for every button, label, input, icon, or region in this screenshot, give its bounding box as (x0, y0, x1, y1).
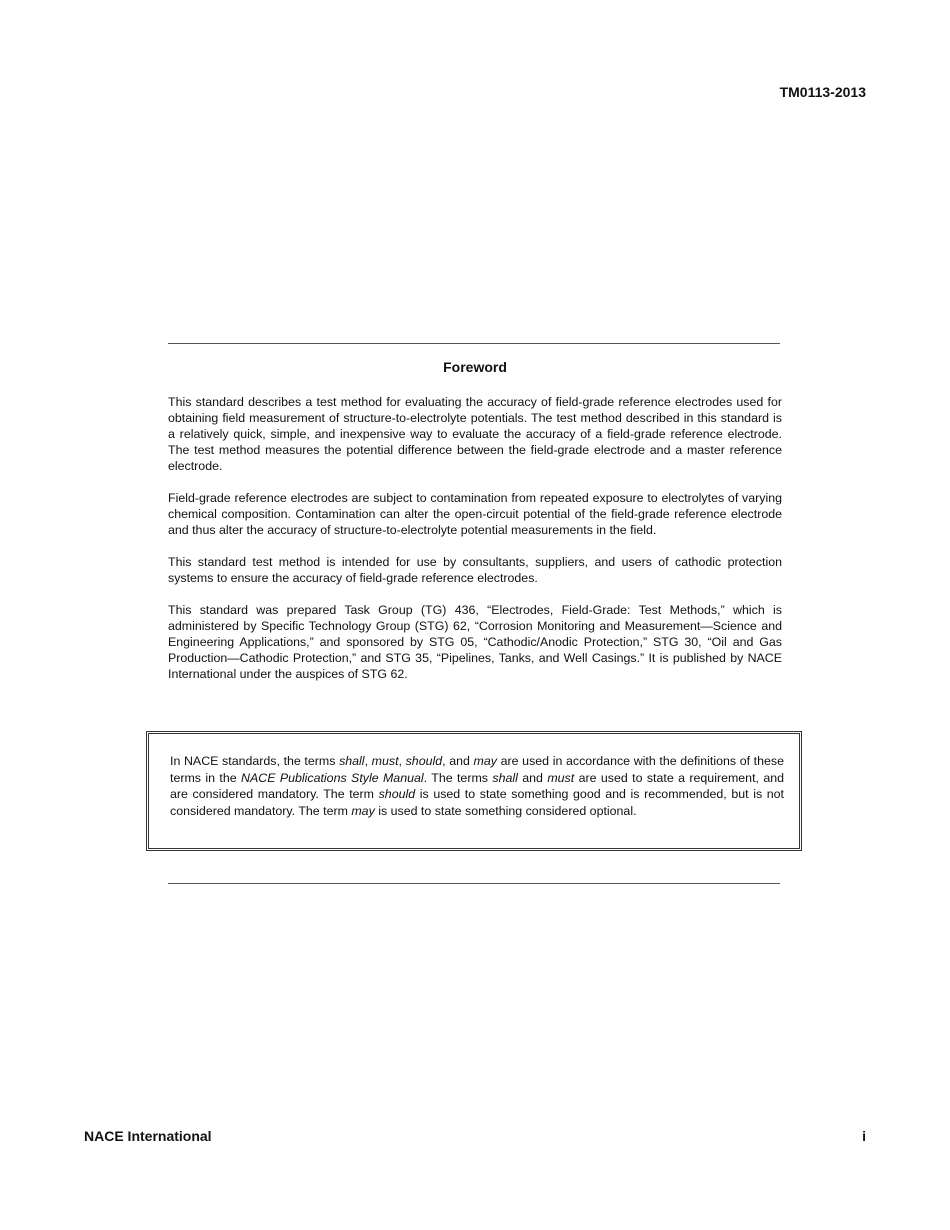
footer-publisher: NACE International (84, 1128, 212, 1144)
term-shall: shall (339, 754, 365, 768)
foreword-paragraph-2: Field-grade reference electrodes are subject to contamination from repeated exposure to electrolytes of varying chemical composition. Contamination can alter the open-circuit potential of the field-grade reference electrode and thus alter the accuracy of structure-to-electrolyte potential measurements in the field. (168, 491, 782, 537)
term-may: may (473, 754, 497, 768)
bottom-divider (168, 883, 780, 884)
foreword-paragraph-1: This standard describes a test method for evaluating the accuracy of field-grade reference electrodes used for obtaining field measurement of structure-to-electrolyte potentials. The test method described in this standard is a relatively quick, simple, and inexpensive way to evaluate the accuracy of a field-grade reference electrode. The test method measures the potential difference between the field-grade electrode and a master reference electrode. (168, 395, 782, 473)
document-number: TM0113-2013 (779, 84, 866, 100)
footer-page-number: i (862, 1128, 866, 1144)
style-manual-title: NACE Publications Style Manual (241, 770, 424, 785)
foreword-title: Foreword (443, 359, 507, 375)
terminology-notice-text: In NACE standards, the terms shall, must, should, and may are used in accordance with the definitions of these terms in the NACE Publications Style Manual. The terms shall and must are used to state a requirement, and are considered mandatory. The term should is used to state something good and is recommended, but is not considered mandatory. The term may is used to state something considered optional. (170, 754, 785, 818)
foreword-paragraph-4: This standard was prepared Task Group (TG) 436, “Electrodes, Field-Grade: Test Methods,” which is administered by Specific Technology Group (STG) 62, “Corrosion Monitoring and Measurement—Science and Engineering Applications,” and sponsored by STG 05, “Cathodic/Anodic Protection,” STG 30, “Oil and Gas Production—Cathodic Protection,” and STG 35, “Pipelines, Tanks, and Well Casings.” It is published by NACE International under the auspices of STG 62. (168, 603, 782, 681)
foreword-paragraph-3: This standard test method is intended for use by consultants, suppliers, and users of cathodic protection systems to ensure the accuracy of field-grade reference electrodes. (168, 555, 782, 585)
top-divider (168, 343, 780, 344)
term-must: must (371, 754, 399, 768)
terminology-notice-box (146, 731, 802, 851)
term-should: should (405, 754, 443, 768)
foreword-body (168, 394, 782, 698)
